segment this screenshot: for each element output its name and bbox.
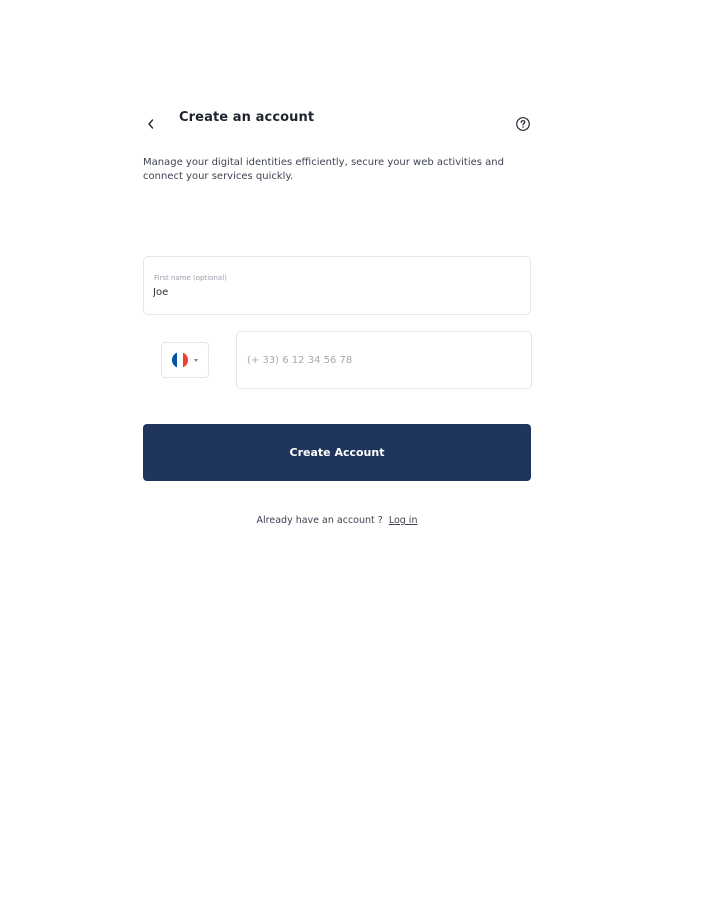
caret-down-icon xyxy=(194,359,198,362)
first-name-label: First name (optional) xyxy=(154,274,227,282)
login-prompt-text: Already have an account ? xyxy=(256,515,383,526)
back-button[interactable] xyxy=(140,113,162,135)
create-account-button[interactable]: Create Account xyxy=(143,424,531,481)
page-title: Create an account xyxy=(179,110,315,125)
help-button[interactable] xyxy=(515,116,531,132)
first-name-field[interactable] xyxy=(143,256,531,315)
phone-field[interactable] xyxy=(236,331,532,389)
flag-stripe-red xyxy=(183,352,188,368)
login-prompt-row xyxy=(143,515,531,526)
question-circle-icon xyxy=(515,116,531,132)
phone-input[interactable] xyxy=(247,355,517,366)
first-name-input[interactable] xyxy=(153,287,513,298)
chevron-left-icon xyxy=(146,118,156,130)
page-description: Manage your digital identities efficiently, secure your web activities and connect your services quickly. xyxy=(143,157,504,182)
france-flag-icon xyxy=(172,352,188,368)
country-code-select[interactable] xyxy=(161,342,209,378)
login-link[interactable]: Log in xyxy=(388,515,418,526)
